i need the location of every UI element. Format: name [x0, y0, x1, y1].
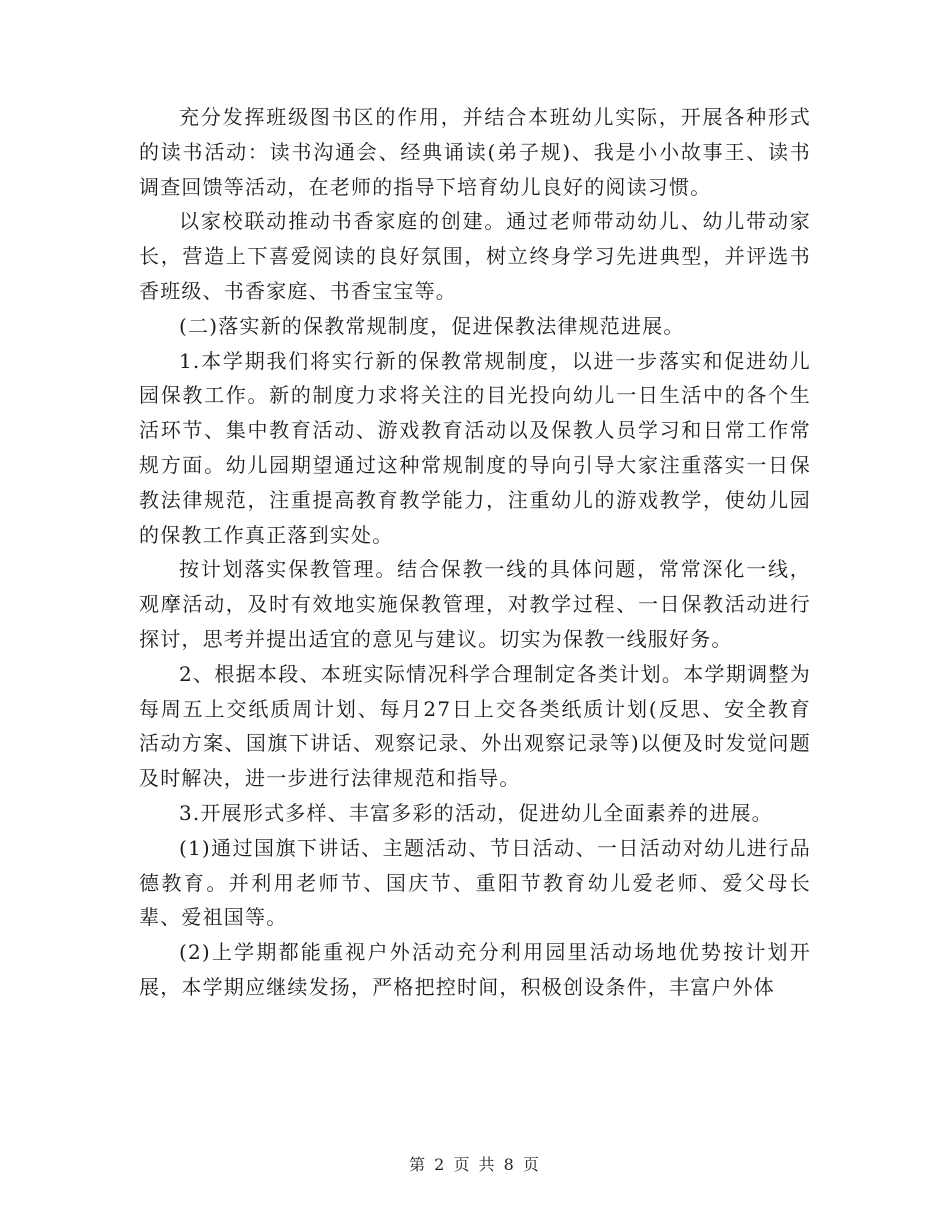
paragraph-item-3: 3.开展形式多样、丰富多彩的活动，促进幼儿全面素养的进展。 [179, 800, 773, 825]
paragraph-item-1: 1.本学期我们将实行新的保教常规制度，以进一步落实和促进幼儿园保教工作。新的制度力求将关注的目光投向幼儿一日生活中的各个生活环节、集中教育活动、游戏教育活动以及保教人员学习和日常工作常规方面。幼儿园期望通过这种常规制度的导向引导大家注重落实一日保教法律规范，注重提高教育教学能力，注重幼儿的游戏教学，使幼儿园的保教工作真正落到实处。 [139, 348, 811, 547]
paragraph-subitem-1: (1)通过国旗下讲话、主题活动、节日活动、一日活动对幼儿进行品德教育。并利用老师节、国庆节、重阳节教育幼儿爱老师、爱父母长辈、爱祖国等。 [139, 835, 811, 930]
paragraph-reading-activities: 充分发挥班级图书区的作用，并结合本班幼儿实际，开展各种形式的读书活动：读书沟通会、经典诵读(弟子规)、我是小小故事王、读书调查回馈等活动，在老师的指导下培育幼儿良好的阅读习惯。 [139, 105, 811, 199]
paragraph-family-reading: 以家校联动推动书香家庭的创建。通过老师带动幼儿、幼儿带动家长，营造上下喜爱阅读的良好氛围，树立终身学习先进典型，并评选书香班级、书香家庭、书香宝宝等。 [139, 209, 811, 303]
section-heading-2: (二)落实新的保教常规制度，促进保教法律规范进展。 [179, 313, 685, 338]
paragraph-item-2: 2、根据本段、本班实际情况科学合理制定各类计划。本学期调整为每周五上交纸质周计划、每月27日上交各类纸质计划(反思、安全教育活动方案、国旗下讲话、观察记录、外出观察记录等)以便及时发觉问题及时解决，进一步进行法律规范和指导。 [139, 661, 811, 791]
document-body [139, 100, 811, 1005]
paragraph-subitem-2: (2)上学期都能重视户外活动充分利用园里活动场地优势按计划开展，本学期应继续发扬，严格把控时间，积极创设条件，丰富户外体 [139, 940, 811, 999]
paragraph-management: 按计划落实保教管理。结合保教一线的具体问题，常常深化一线，观摩活动，及时有效地实施保教管理，对教学过程、一日保教活动进行探讨，思考并提出适宜的意见与建议。切实为保教一线服好务。 [139, 557, 811, 651]
page-number-footer: 第 2 页 共 8 页 [409, 1155, 541, 1174]
